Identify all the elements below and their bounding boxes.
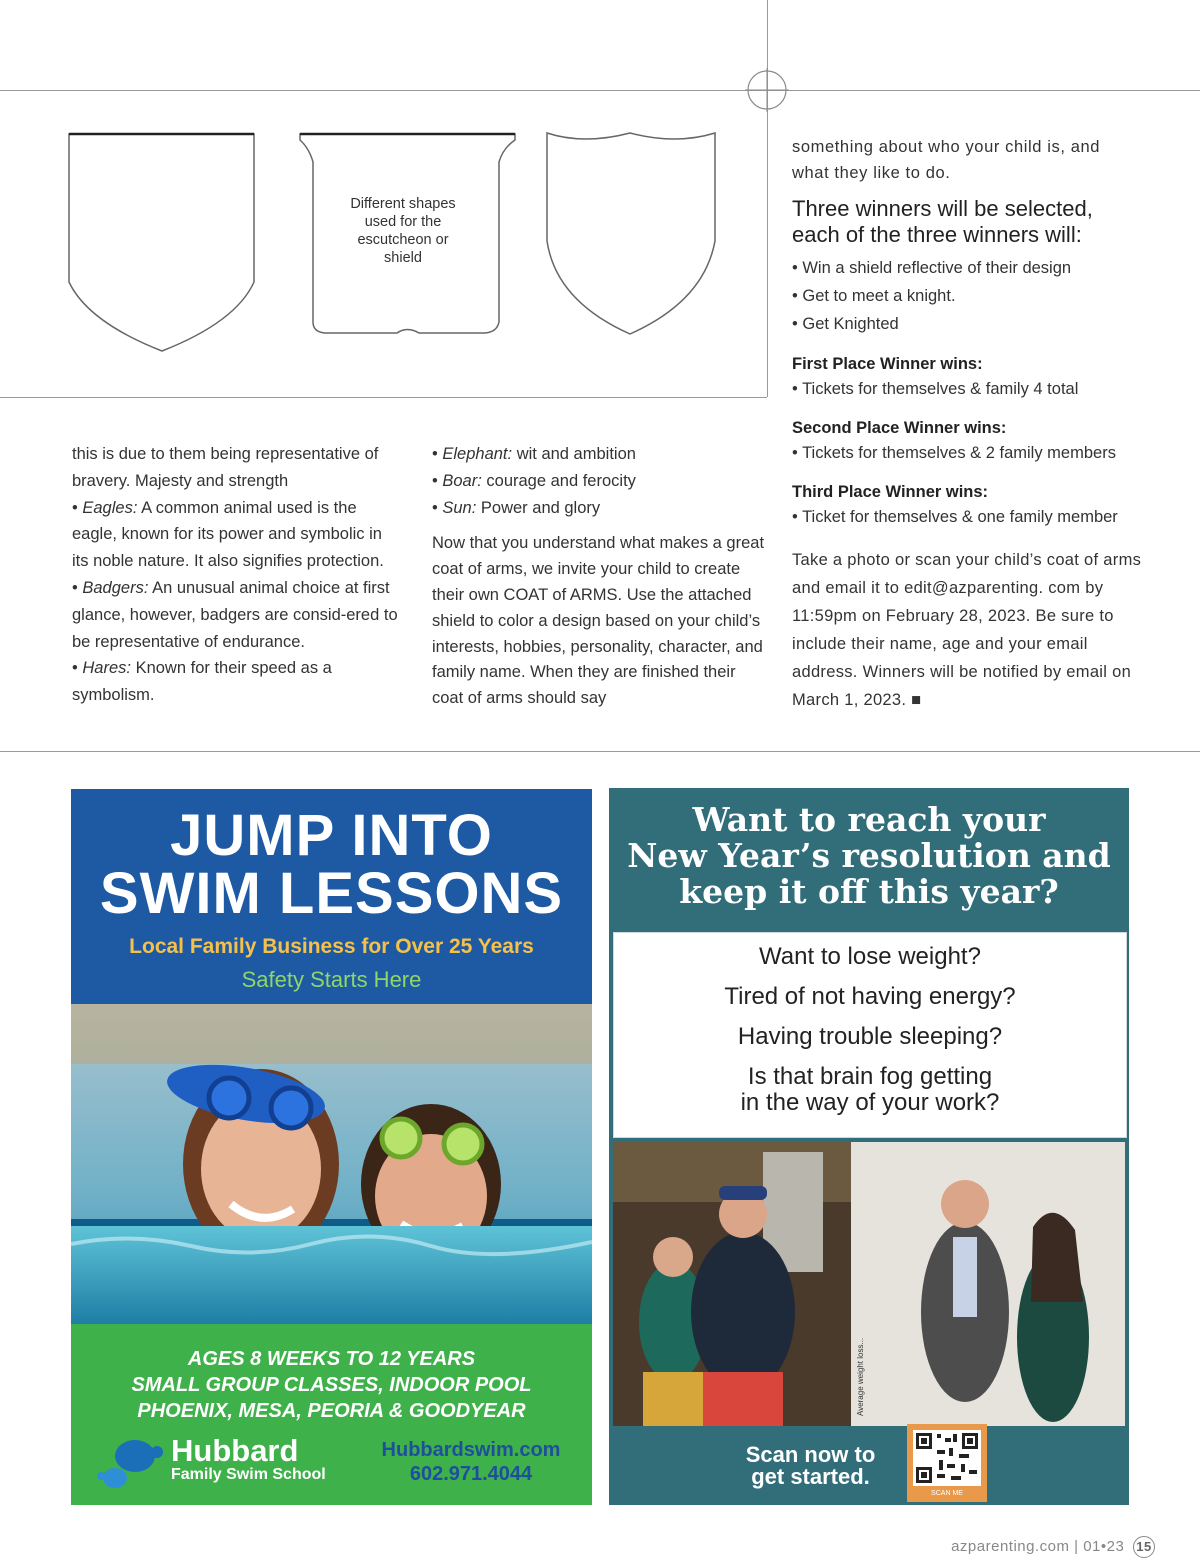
col1-hares: • Hares: Known for their speed as a symbolism. — [72, 659, 332, 705]
badgers-label: Badgers: — [82, 578, 149, 597]
sun-label: Sun: — [442, 498, 477, 517]
before-after-photo — [613, 1142, 1125, 1426]
eagles-label: Eagles: — [82, 498, 138, 517]
shield-box-bottom-rule — [0, 397, 767, 398]
third-place-heading: Third Place Winner wins: — [792, 483, 989, 501]
sun-text: Power and glory — [476, 498, 601, 517]
page-number: 15 — [1133, 1536, 1155, 1558]
weight-ad-title-line2: New Year’s resolution and — [627, 836, 1111, 875]
weight-ad-questions — [613, 932, 1127, 1138]
swim-lessons-ad[interactable] — [71, 789, 592, 1505]
second-place-text: • Tickets for themselves & 2 family members — [792, 444, 1116, 462]
hubbard-phone: 602.971.4044 — [409, 1463, 533, 1485]
question: Tired of not having energy? — [724, 983, 1016, 1010]
col1-badgers: • Badgers: An unusual animal choice at first glance, however, badgers are consid-ered to be representative of endurance. — [72, 578, 398, 651]
swim-headline-line1: JUMP INTO — [170, 803, 493, 868]
third-place-text: • Ticket for themselves & one family member — [792, 508, 1118, 526]
question: in the way of your work? — [740, 1089, 1000, 1116]
turtle-logo-icon — [95, 1434, 167, 1494]
column-1 — [72, 441, 402, 709]
swim-tagline: Safety Starts Here — [241, 967, 422, 992]
shield-shape-3 — [544, 131, 718, 337]
boar-text: courage and ferocity — [481, 471, 636, 490]
column-2 — [432, 441, 770, 712]
hubbard-contact — [371, 1438, 571, 1486]
bullet-item: • Get Knighted — [792, 315, 899, 333]
second-place-heading: Second Place Winner wins: — [792, 419, 1007, 437]
col3-intro: something about who your child is, and what they like to do. — [792, 138, 1101, 182]
shield-shape-1 — [66, 132, 258, 354]
col1-eagles: • Eagles: A common animal used is the eagle, known for its power and symbolic in its noble nature. It also signifies protection. — [72, 498, 384, 571]
badgers-text: An unusual animal choice at first glance, however, badgers are consid-ered to be representative of endurance. — [72, 578, 398, 651]
swim-info-ages: AGES 8 WEEKS TO 12 YEARS — [187, 1348, 476, 1370]
hares-label: Hares: — [82, 659, 131, 678]
eagles-text: A common animal used is the eagle, known for its power and symbolic in its noble nature. It also signifies protection. — [72, 498, 384, 571]
qr-label: SCAN ME — [931, 1490, 963, 1497]
first-place-heading: First Place Winner wins: — [792, 355, 983, 373]
swim-headline-line2: SWIM LESSONS — [99, 861, 564, 926]
boar-label: Boar: — [442, 471, 482, 490]
col2-boar: • Boar: courage and ferocity — [432, 471, 636, 490]
col2-elephant: • Elephant: wit and ambition — [432, 445, 636, 463]
col2-paragraph: Now that you understand what makes a great coat of arms, we invite your child to create their own COAT of ARMS. Use the attached shield to color a design based on your child’s interests, hobbies, personality, character, and family name. When they are finished their coat of arms should say — [432, 534, 765, 708]
swim-info-locations: PHOENIX, MESA, PEORIA & GOODYEAR — [137, 1400, 526, 1422]
svg-text:Average weight loss...: Average weight loss... — [856, 1337, 865, 1416]
weight-ad-title — [609, 802, 1129, 910]
winner-bullets — [792, 254, 1142, 338]
question: Is that brain fog getting — [747, 1063, 993, 1090]
weight-ad-title-line1: Want to reach your — [692, 800, 1046, 839]
crosshair-mark — [745, 68, 789, 112]
swim-subheadline: Local Family Business for Over 25 Years — [129, 935, 534, 958]
first-place-text: • Tickets for themselves & family 4 total — [792, 380, 1079, 398]
swim-kids-photo — [71, 1004, 592, 1324]
swim-info-classes: SMALL GROUP CLASSES, INDOOR POOL — [131, 1374, 532, 1396]
scan-cta-line2: get started. — [751, 1464, 870, 1489]
scan-cta — [723, 1444, 898, 1488]
swim-info-text — [71, 1346, 592, 1424]
bullet-item: • Get to meet a knight. — [792, 287, 956, 305]
hubbard-website-link[interactable]: Hubbardswim.com — [381, 1439, 561, 1461]
hubbard-brand: Hubbard — [171, 1433, 299, 1468]
hares-text: Known for their speed as a symbolism. — [72, 659, 332, 705]
elephant-text: wit and ambition — [512, 445, 636, 463]
swim-headline — [71, 803, 592, 926]
col2-sun: • Sun: Power and glory — [432, 498, 601, 517]
question: Want to lose weight? — [759, 943, 981, 970]
vertical-rule — [767, 0, 768, 397]
hubbard-brand-sub: Family Swim School — [171, 1466, 326, 1483]
shapes-caption: Different shapes used for the escutcheon or shield — [350, 196, 456, 266]
swim-info-band — [71, 1324, 592, 1505]
column-3 — [792, 134, 1142, 714]
top-rule — [0, 90, 1200, 91]
weight-loss-ad[interactable] — [609, 788, 1129, 1505]
weight-ad-title-line3: keep it off this year? — [679, 872, 1059, 911]
footer-site: azparenting.com | 01•23 — [951, 1538, 1125, 1555]
question: Having trouble sleeping? — [737, 1023, 1003, 1050]
bullet-item: • Win a shield reflective of their design — [792, 259, 1072, 277]
scan-cta-line1: Scan now to — [745, 1442, 876, 1467]
page-footer — [951, 1536, 1155, 1558]
winners-title: Three winners will be selected, each of the three winners will: — [792, 196, 1093, 247]
closing-paragraph: Take a photo or scan your child’s coat of arms and email it to edit@azparenting. com by 11:59pm on February 28, 2023. Be sure to include their name, age and your email address. Winners will be notified by email on March 1, 2023. ■ — [792, 551, 1142, 709]
qr-code[interactable] — [907, 1424, 987, 1502]
section-rule — [0, 751, 1200, 752]
col1-intro: this is due to them being representative of bravery. Majesty and strength — [72, 445, 379, 490]
elephant-label: Elephant: — [442, 445, 513, 463]
